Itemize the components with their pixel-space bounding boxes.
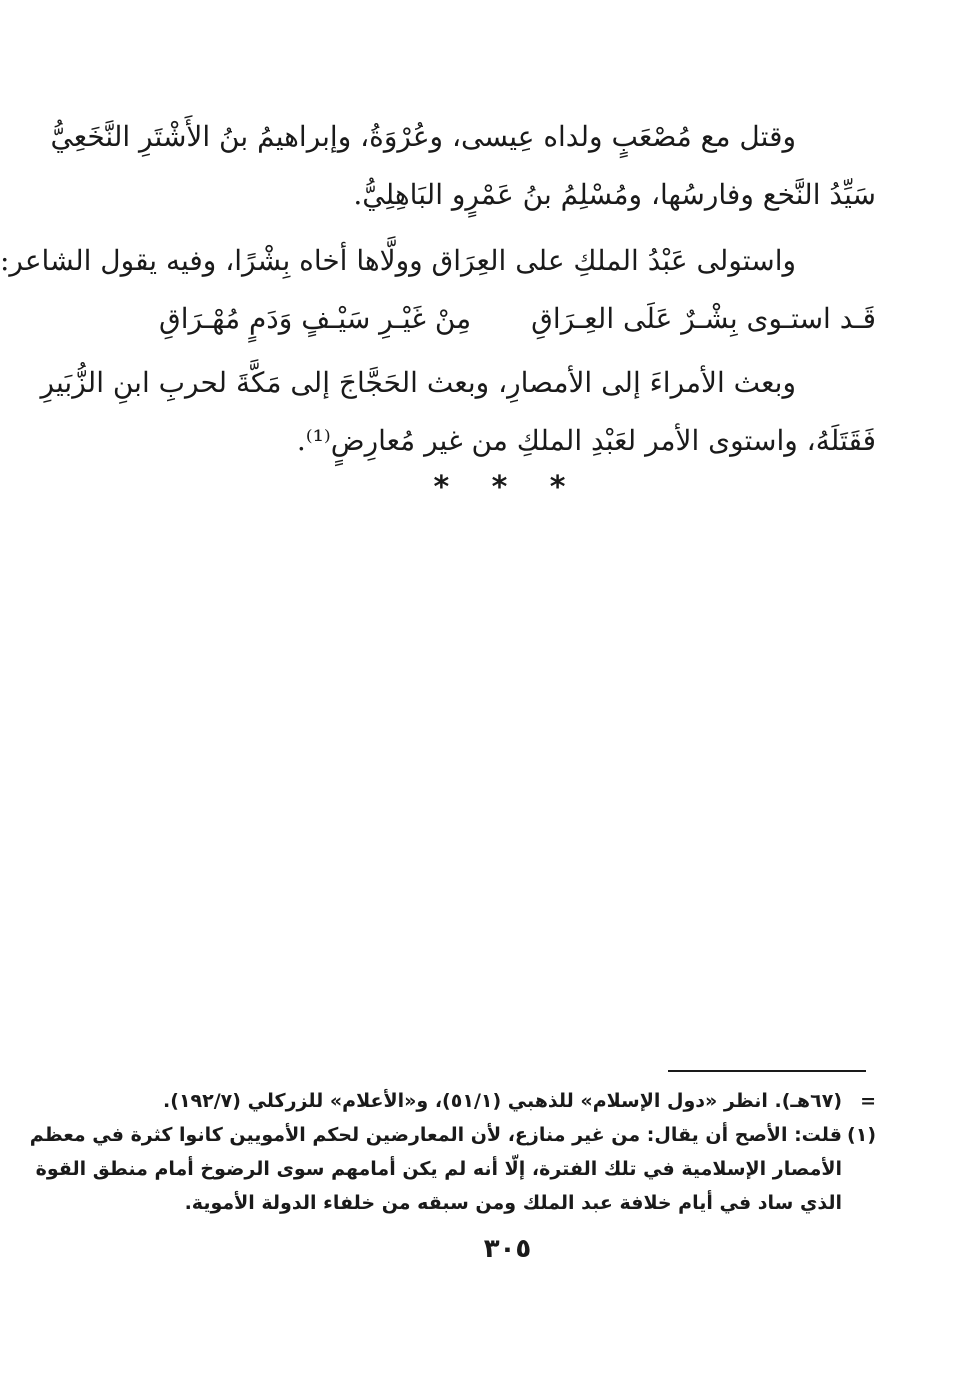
footnote-1-text-1: قلت: الأصح أن يقال: من غير منازع، لأن المعارضين لحكم الأمويين كانوا كثرة في معظم [29, 1124, 842, 1146]
footnote-1-line-1 [29, 1118, 876, 1152]
paragraph-2-line-1: واستولى عَبْدُ الملكِ على العِرَاق وولَّاها أخاه بِشْرًا، وفيه يقول الشاعر: [0, 244, 796, 277]
main-text [0, 108, 876, 470]
footnote-continuation-text: (٦٧هـ). انظر «دول الإسلام» للذهبي (٥١/١)، و«الأعلام» للزركلي (١٩٢/٧). [163, 1090, 842, 1112]
paragraph-1-line-2: سَيِّدُ النَّخع وفارسُها، ومُسْلِمُ بنُ عَمْرٍو البَاهِلِيُّ. [353, 178, 876, 211]
paragraph-3-line-1: وبعث الأمراءَ إلى الأمصارِ، وبعث الحَجَّاجَ إلى مَكَّةَ لحربِ ابنِ الزُّبَيرِ [40, 366, 796, 399]
poetry-verse [159, 290, 876, 348]
footnotes [29, 1084, 876, 1220]
footnote-continuation [157, 1084, 876, 1118]
footnote-1-line-3: الذي ساد في أيام خلافة عبد الملك ومن سبقه من خلفاء الدولة الأموية. [184, 1192, 842, 1214]
footnote-1-line-2: الأمصار الإسلامية في تلك الفترة، إلّا أنه لم يكن أمامهم سوى الرضوخ أمام منطق القوة [35, 1158, 842, 1180]
footnote-divider [668, 1070, 866, 1072]
paragraph-gap [159, 224, 876, 232]
footnote-continuation-mark: = [860, 1090, 876, 1112]
footnote-1-mark: (١) [847, 1124, 876, 1146]
section-separator-stars: * * * [433, 470, 582, 505]
paragraph-3-line-2: فَقَتَلَهُ، واستوى الأمر لعَبْدِ الملكِ من غير مُعارِضٍ⁽¹⁾. [296, 424, 876, 457]
verse-second-hemistich: مِنْ غَيْـرِ سَيْـفٍ وَدَمٍ مُهْـرَاقِ [159, 302, 472, 335]
page-number: ٣٠٥ [483, 1234, 532, 1264]
paragraph-1-line-1: وقتل مع مُصْعَبٍ ولداه عِيسى، وعُرْوَةُ، وإبراهيمُ بنُ الأَشْتَرِ النَّخَعِيُّ [50, 120, 796, 153]
verse-first-hemistich: قَـد استـوى بِشْـرٌ عَلَى العِـرَاقِ [531, 302, 876, 335]
